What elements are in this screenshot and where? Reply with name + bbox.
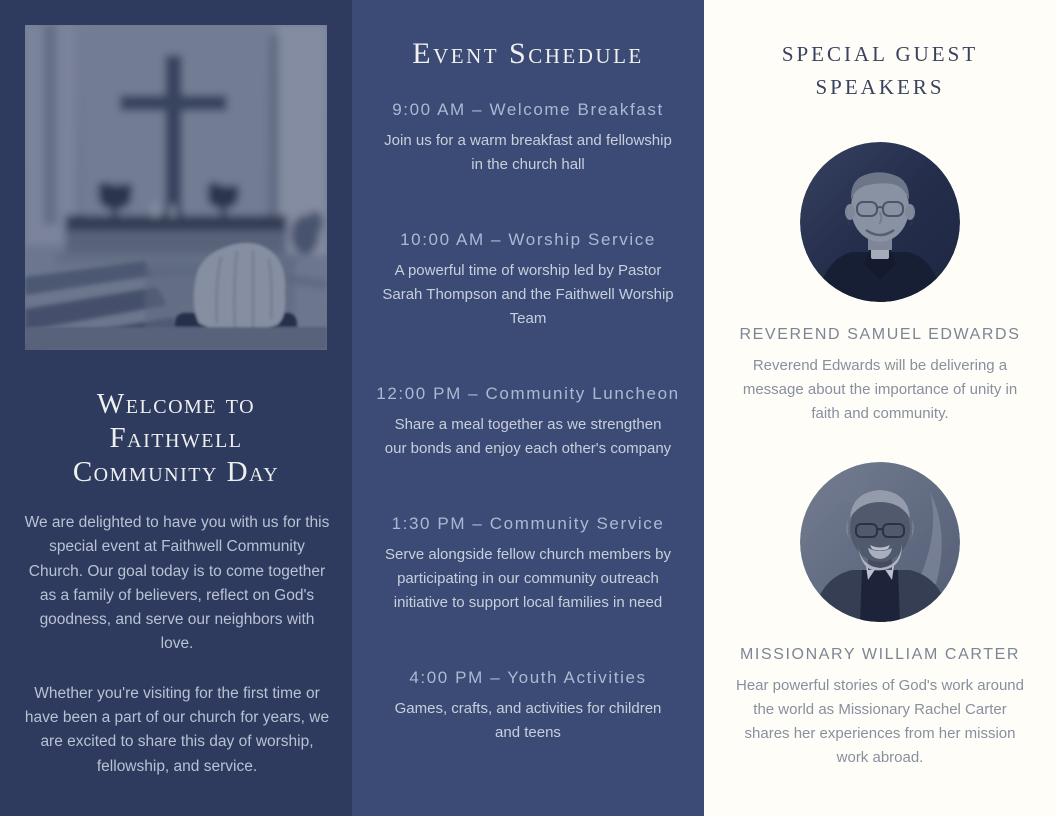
speakers-heading-line1: SPECIAL GUEST [781, 42, 979, 66]
speaker-samuel-edwards [724, 142, 1036, 426]
panel-welcome [0, 0, 352, 816]
church-photo [25, 25, 327, 350]
event-time: 1:30 PM – Community Service [391, 514, 665, 533]
event-description: Serve alongside fellow church members by participating in our community outreach initiative to support local families in need [385, 546, 671, 611]
event-description: A powerful time of worship led by Pastor Sarah Thompson and the Faithwell Worship Team [382, 262, 674, 327]
schedule-item-worship [372, 228, 684, 331]
schedule-item-luncheon [372, 382, 684, 461]
speaker-description: Hear powerful stories of God's work around the world as Missionary Rachel Carter shares her experiences from her mission work abroad. [736, 677, 1024, 766]
speaker-william-carter [724, 462, 1036, 770]
schedule-item-breakfast [372, 98, 684, 177]
welcome-paragraph-2: Whether you're visiting for the first time or have been a part of our church for years, we are excited to share this day of worship, fellowship, and service. [24, 684, 330, 775]
schedule-item-youth [372, 666, 684, 745]
event-description: Share a meal together as we strengthen our bonds and enjoy each other's company [384, 416, 672, 457]
welcome-heading-line2: Faithwell [109, 422, 243, 454]
panel-speakers [704, 0, 1056, 816]
speakers-heading [724, 38, 1036, 104]
speaker-name: REVEREND SAMUEL EDWARDS [739, 326, 1021, 343]
event-time: 10:00 AM – Worship Service [400, 230, 656, 249]
welcome-heading-line3: Community Day [72, 456, 280, 488]
event-time: 9:00 AM – Welcome Breakfast [392, 100, 664, 119]
welcome-heading [24, 387, 328, 489]
welcome-paragraph-1: We are delighted to have you with us for this special event at Faithwell Community Church. Our goal today is to come together as a family of believers, reflect on God's goodness, and serve our neighbors with love. [24, 514, 330, 653]
event-time: 12:00 PM – Community Luncheon [376, 384, 680, 403]
speaker-photo-william-carter [800, 462, 960, 622]
speaker-photo-samuel-edwards [800, 142, 960, 302]
event-time: 4:00 PM – Youth Activities [409, 668, 647, 687]
schedule-item-service [372, 512, 684, 615]
schedule-heading: Event Schedule [412, 37, 644, 70]
speaker-description: Reverend Edwards will be delivering a message about the importance of unity in faith and community. [742, 357, 1018, 422]
speakers-heading-line2: SPEAKERS [815, 75, 945, 99]
welcome-heading-line1: Welcome to [96, 388, 256, 420]
event-description: Games, crafts, and activities for children and teens [394, 700, 662, 741]
speaker-name: MISSIONARY WILLIAM CARTER [739, 646, 1021, 663]
panel-schedule [352, 0, 704, 816]
event-description: Join us for a warm breakfast and fellowship in the church hall [384, 132, 672, 173]
